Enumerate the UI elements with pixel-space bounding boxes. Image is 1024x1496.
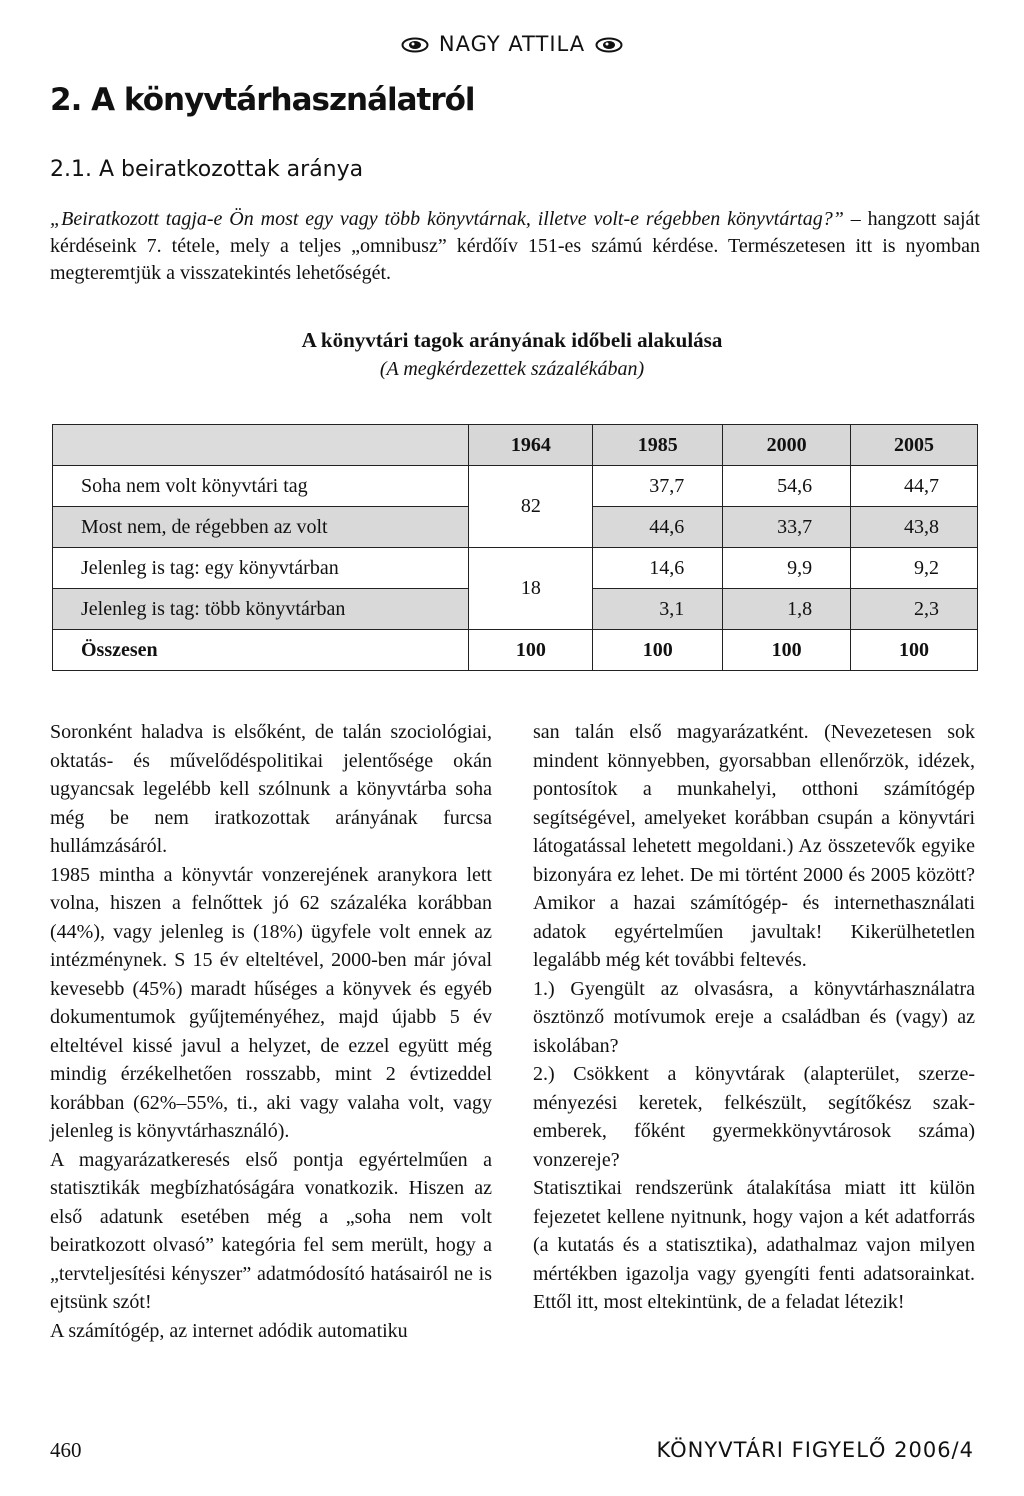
year-header: 1964 — [469, 425, 593, 466]
eye-icon — [401, 37, 429, 53]
body-column-right — [533, 718, 975, 1317]
table-cell: 9,9 — [723, 548, 851, 589]
total-cell: 100 — [723, 630, 851, 671]
year-header: 1985 — [593, 425, 723, 466]
row-label: Jelenleg is tag: több könyvtárban — [53, 589, 469, 630]
intro-text: – hangzott saját kérdéseink 7. tétele, mely a teljes „omnibusz” kérdőív 151-es számú kérdése. Természetesen itt is nyomban megteremtjük a visszatekintés lehetőségét. — [50, 208, 980, 284]
year-header: 2000 — [723, 425, 851, 466]
table-header-row — [53, 425, 978, 466]
survey-question: „Beiratkozott tagja-e Ön most egy vagy több könyvtárnak, illetve volt-e régebben könyvtártag?” — [50, 208, 844, 230]
table-total-row — [53, 630, 978, 671]
total-cell: 100 — [469, 630, 593, 671]
running-title: NAGY ATTILA — [438, 32, 586, 56]
table-cell: 33,7 — [723, 507, 851, 548]
table-cell: 3,1 — [593, 589, 723, 630]
table-cell: 2,3 — [851, 589, 978, 630]
table-row — [53, 548, 978, 589]
year-header: 2005 — [851, 425, 978, 466]
row-label: Jelenleg is tag: egy könyvtárban — [53, 548, 469, 589]
table-cell: 14,6 — [593, 548, 723, 589]
table-cell: 37,7 — [593, 466, 723, 507]
body-paragraph: 1985 mintha a könyvtár vonzerejének aranykora lett volna, hiszen a felnőttek jó 62 százaléka korábban (44%), vagy jelenleg is (18%) ügyfele volt ennek az intézménynek. S 15 év elteltével, 2000-ben már jóval kevesebb (45%) maradt hűséges a könyvek és egyéb dokumentumok gyűjteményéhez, majd újabb 5 év elteltével kissé javul a helyzet, de ezzel együtt még mindig érzékelhetően rosszabb, mint 2 évtizeddel korábban (62%–55%, ti., aki vagy valaha volt, vagy jelenleg is könyvtárhasználó). — [50, 863, 492, 1142]
body-paragraph: 1.) Gyengült az olvasásra, a könyvtárhasználatra ösztönző motívumok ereje a családban és (vagy) az iskolában? — [533, 977, 975, 1057]
row-label: Soha nem volt könyvtári tag — [53, 466, 469, 507]
journal-footer: KÖNYVTÁRI FIGYELŐ 2006/4 — [656, 1438, 974, 1462]
intro-paragraph — [50, 206, 980, 287]
total-label: Összesen — [53, 630, 469, 671]
row-label: Most nem, de régebben az volt — [53, 507, 469, 548]
section-title: 2.1. A beiratkozottak aránya — [50, 157, 364, 182]
table-cell: 43,8 — [851, 507, 978, 548]
table-subtitle: (A megkérdezettek százalékában) — [379, 358, 645, 380]
total-cell: 100 — [851, 630, 978, 671]
table-row — [53, 466, 978, 507]
chapter-title: 2. A könyvtárhasználatról — [50, 82, 475, 118]
running-header — [0, 32, 1024, 56]
table-cell: 1,8 — [723, 589, 851, 630]
membership-table — [52, 424, 978, 671]
body-paragraph: san talán első magyarázatként. (Nevezetesen sok mindent könnyebben, gyorsabban ellenőrzök, idézek, pontosítok a munkahelyi, otthoni számítógép segítségével, amelyeket korábban csupán a könyvtári látogatással lehetett megoldani.) Az összetevők egyike bizonyára ez lehet. De mi történt 2000 és 2005 között? Amikor a hazai számítógép- és internethasználati adatok egyértelműen javultak! Kikerülhetetlen legalább még két további feltevés. — [533, 721, 975, 971]
body-paragraph: A magyarázatkeresés első pontja egyértelműen a statisztikák megbízhatóságára vonatkozik. Hiszen az első adatunk esetében még a „soha nem volt beiratkozott olvasó” kategória fel sem merült, hogy a „tervteljesítési kényszer” adatmódosító hatásairól ne is ejtsünk szót! — [50, 1148, 492, 1313]
body-paragraph: 2.) Csökkent a könyvtárak (alapterület, szerzeményezési keretek, felkészült, segítőkész szakemberek, főként gyermekkönyvtárosok száma) vonzereje? — [533, 1063, 975, 1171]
table-cell: 9,2 — [851, 548, 978, 589]
body-paragraph: Statisztikai rendszerünk átalakítása miatt itt külön fejezetet kellene nyitnunk, hogy vajon a két adatforrás (a kutatás és a statisztika), adathalmaz vajon milyen mértékben igazolja vagy gyengíti fenti adatsorainkat. Ettől itt, most eltekintünk, de a feladat létezik! — [533, 1177, 975, 1313]
total-cell: 100 — [593, 630, 723, 671]
eye-icon — [595, 37, 623, 53]
body-paragraph: Soronként haladva is elsőként, de talán szociológiai, oktatás- és művelődéspolitikai jelentősége okán ugyancsak legelébb kell szólnunk a könyvtárba soha még be nem iratkozottak arányának furcsa hullámzásáról. — [50, 721, 492, 857]
merged-1964-value: 82 — [469, 466, 593, 548]
body-column-left — [50, 718, 492, 1345]
table-title: A könyvtári tagok arányának időbeli alakulása — [301, 328, 723, 352]
table-corner-cell — [53, 425, 469, 466]
table-cell: 44,7 — [851, 466, 978, 507]
merged-1964-value: 18 — [469, 548, 593, 630]
page-number: 460 — [50, 1438, 82, 1462]
table-cell: 44,6 — [593, 507, 723, 548]
table-cell: 54,6 — [723, 466, 851, 507]
body-paragraph: A számítógép, az internet adódik automatiku — [50, 1319, 408, 1342]
